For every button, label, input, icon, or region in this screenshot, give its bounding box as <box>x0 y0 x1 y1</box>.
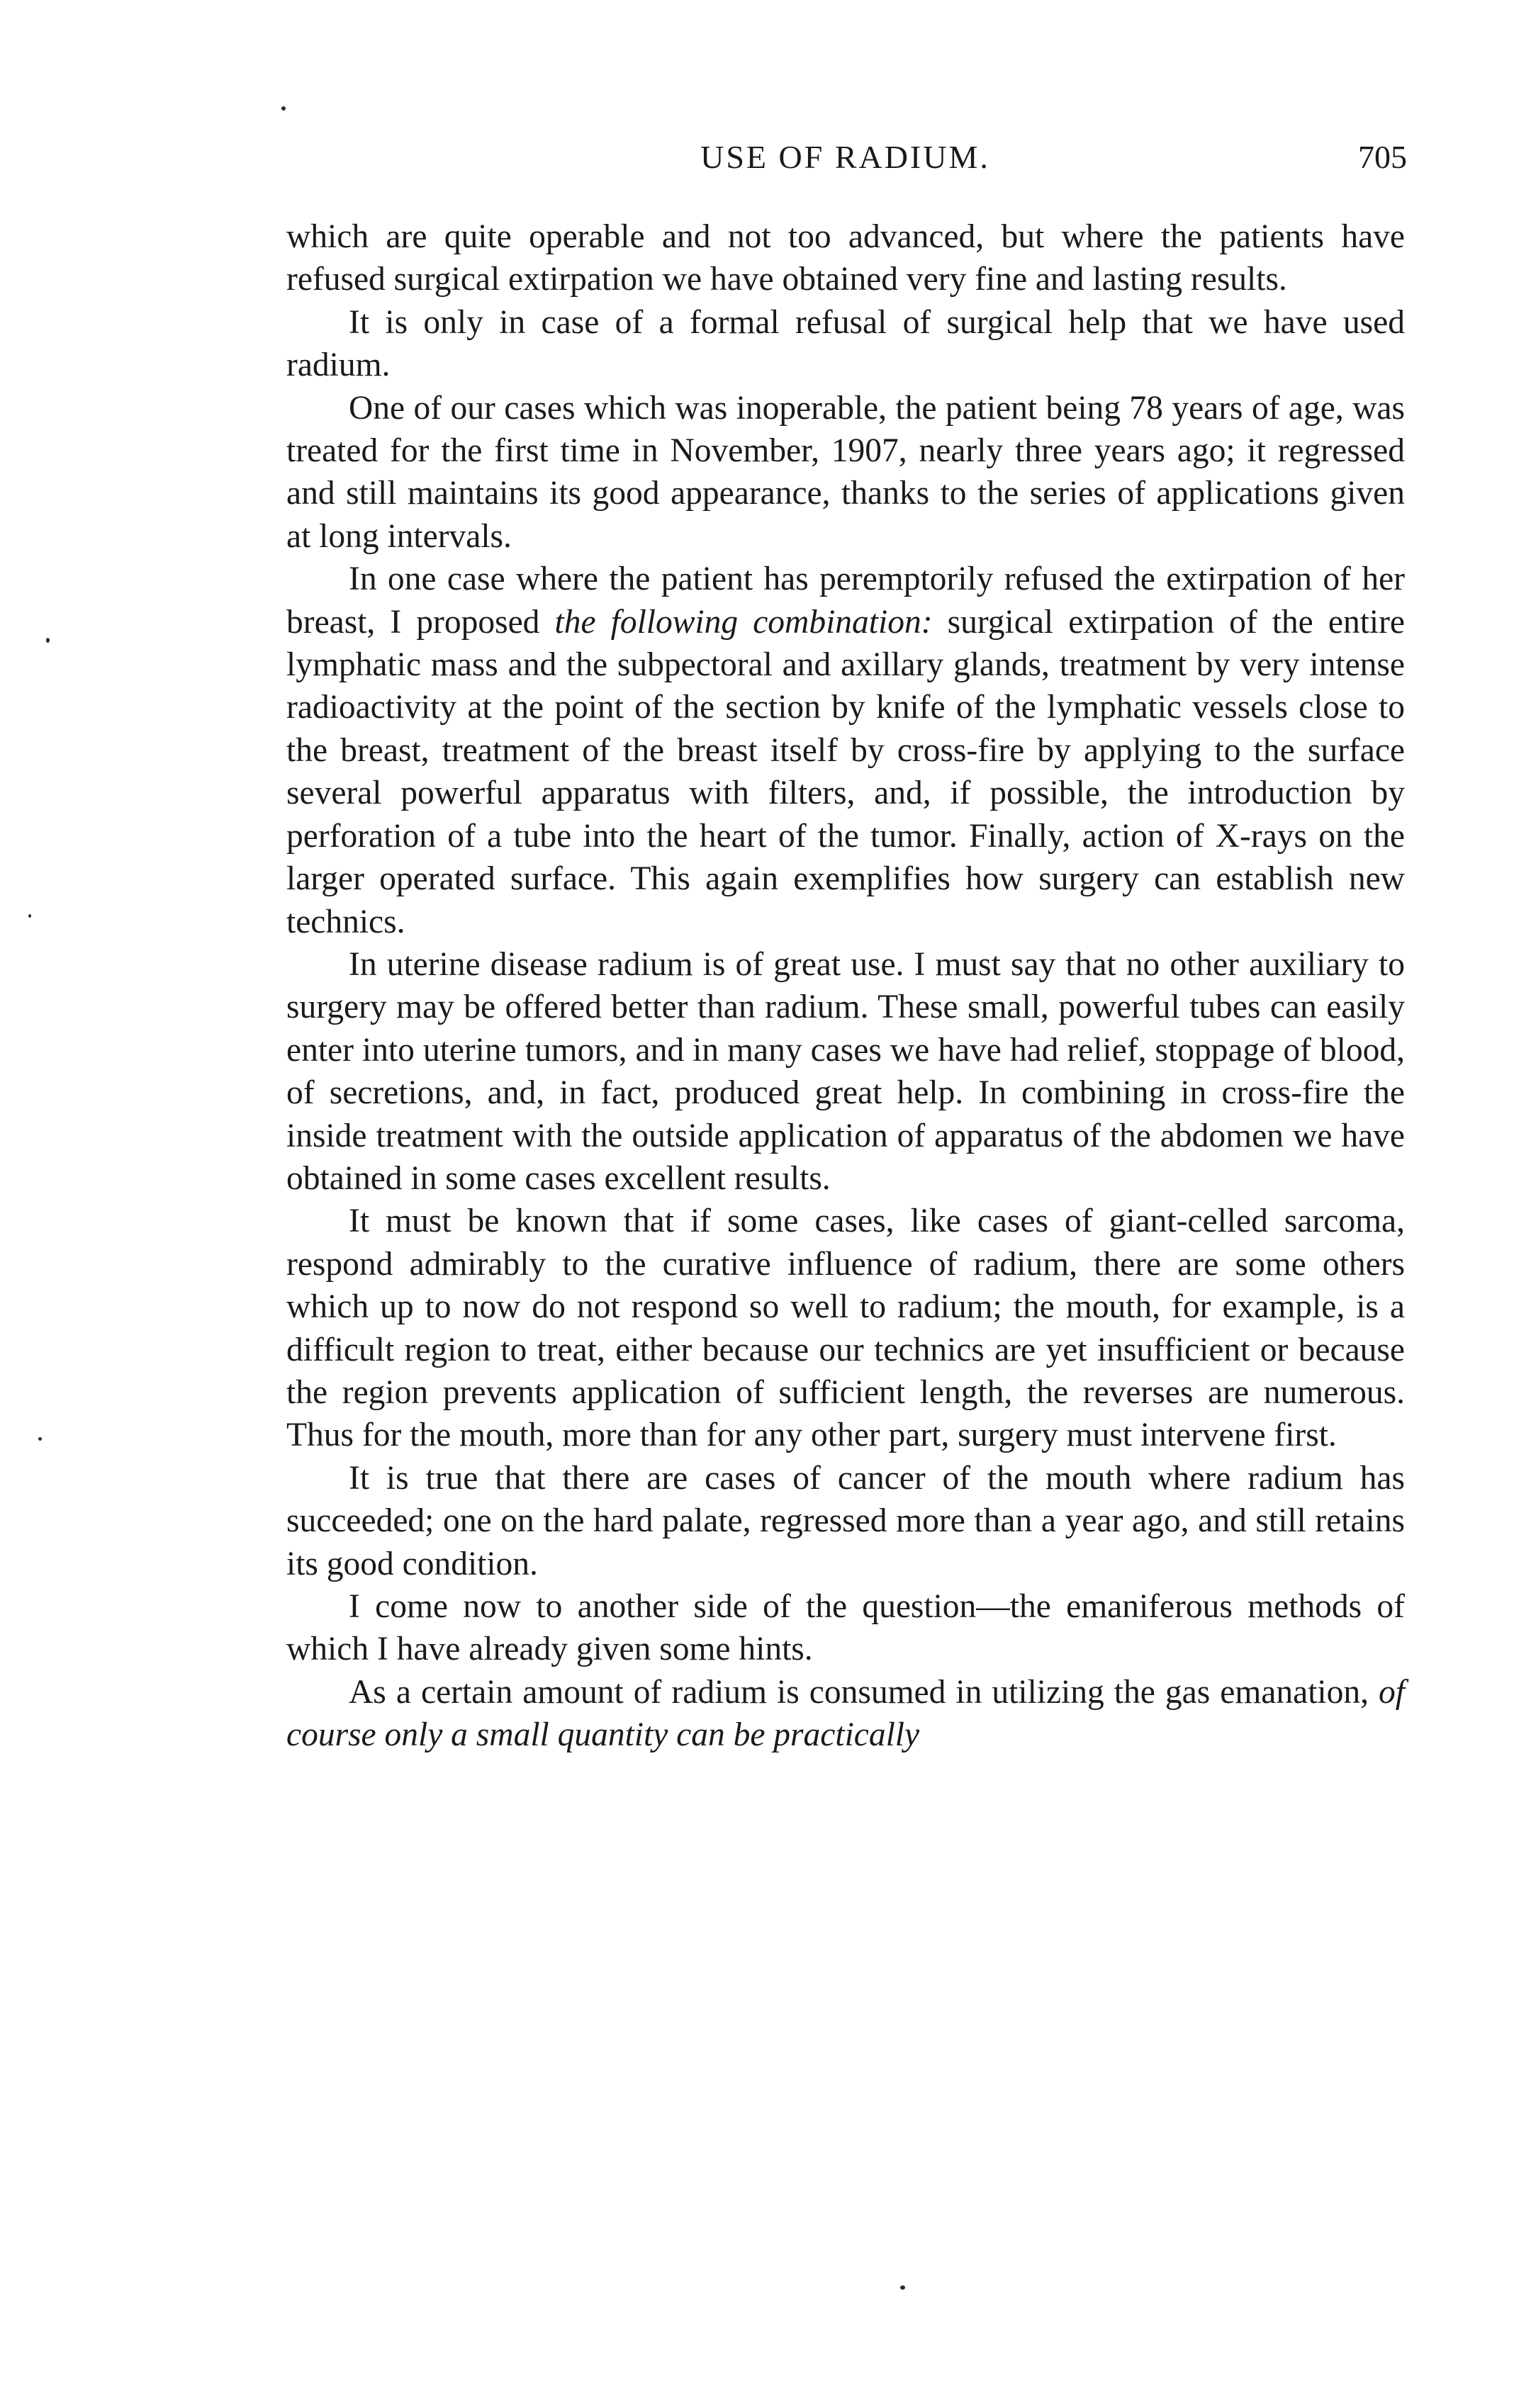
running-title: USE OF RADIUM. <box>700 139 990 175</box>
gas-emanation-emphasis: of course only a small quantity can be practically <box>286 1673 1405 1754</box>
body-text <box>286 215 1405 1757</box>
paragraph-sarcoma-mouth: It must be known that if some cases, like cases of giant-celled sarcoma, respond admirably to the curative influence of radium, there are some others which up to now do not respond so well to radium; the mouth, for example, is a difficult region to treat, either because our technics are yet insufficient or because the region prevents application of sufficient length, the reverses are numerous. Thus for the mouth, more than for any other part, surgery must intervene first. <box>286 1203 1405 1454</box>
paragraph-emaniferous-methods: I come now to another side of the question—the emaniferous methods of which I have already given some hints. <box>286 1588 1405 1668</box>
paragraph-breast-case <box>286 558 1405 943</box>
paragraph-mouth-cancer: It is true that there are cases of cancer of the mouth where radium has succeeded; one on the hard palate, regressed more than a year ago, and still retains its good condition. <box>286 1459 1405 1582</box>
gas-emanation-lead: As a certain amount of radium is consumed in utilizing the gas emanation, <box>349 1673 1379 1711</box>
breast-case-emphasis: the following combination: <box>554 603 933 641</box>
paragraph-formal-refusal: It is only in case of a formal refusal of surgical help that we have used radium. <box>286 303 1405 384</box>
paper-speck <box>28 914 31 918</box>
paper-speck <box>281 106 286 111</box>
paper-speck <box>900 2285 905 2290</box>
breast-case-procedure: surgical extirpation of the entire lymphatic mass and the subpectoral and axillary glands, treatment by very intense radioactivity at the point of the section by knife of the lymphatic vessels close to the breast, treatment of the breast itself by cross-fire by applying to the surface several powerful apparatus with filters, and, if possible, the introduction by perforation of a tube into the heart of the tumor. Finally, action of X-rays on the larger operated surface. This again exemplifies how surgery can establish new technics. <box>286 603 1405 940</box>
paragraph-operable-cases: which are quite operable and not too advanced, but where the patients have refused surgical extirpation we have obtained very fine and lasting results. <box>286 218 1405 298</box>
page-number: 705 <box>1358 139 1407 175</box>
breast-case-lead: In one case where the patient has peremptorily refused the extirpation of her breast, I proposed <box>286 561 1405 641</box>
paragraph-uterine-disease: In uterine disease radium is of great use. I must say that no other auxiliary to surgery may be offered better than radium. These small, powerful tubes can easily enter into uterine tumors, and in many cases we have had relief, stoppage of blood, of secretions, and, in fact, produced great help. In combining in cross-fire the inside treatment with the outside application of apparatus of the abdomen we have obtained in some cases excellent results. <box>286 945 1405 1197</box>
paragraph-inoperable-case: One of our cases which was inoperable, the patient being 78 years of age, was treated for the first time in November, 1907, nearly three years ago; it regressed and still maintains its good appearance, thanks to the series of applications given at long intervals. <box>286 389 1405 555</box>
paper-speck <box>46 638 50 643</box>
running-head <box>284 136 1407 187</box>
paragraph-gas-emanation <box>286 1671 1405 1757</box>
paper-speck <box>38 1437 42 1441</box>
